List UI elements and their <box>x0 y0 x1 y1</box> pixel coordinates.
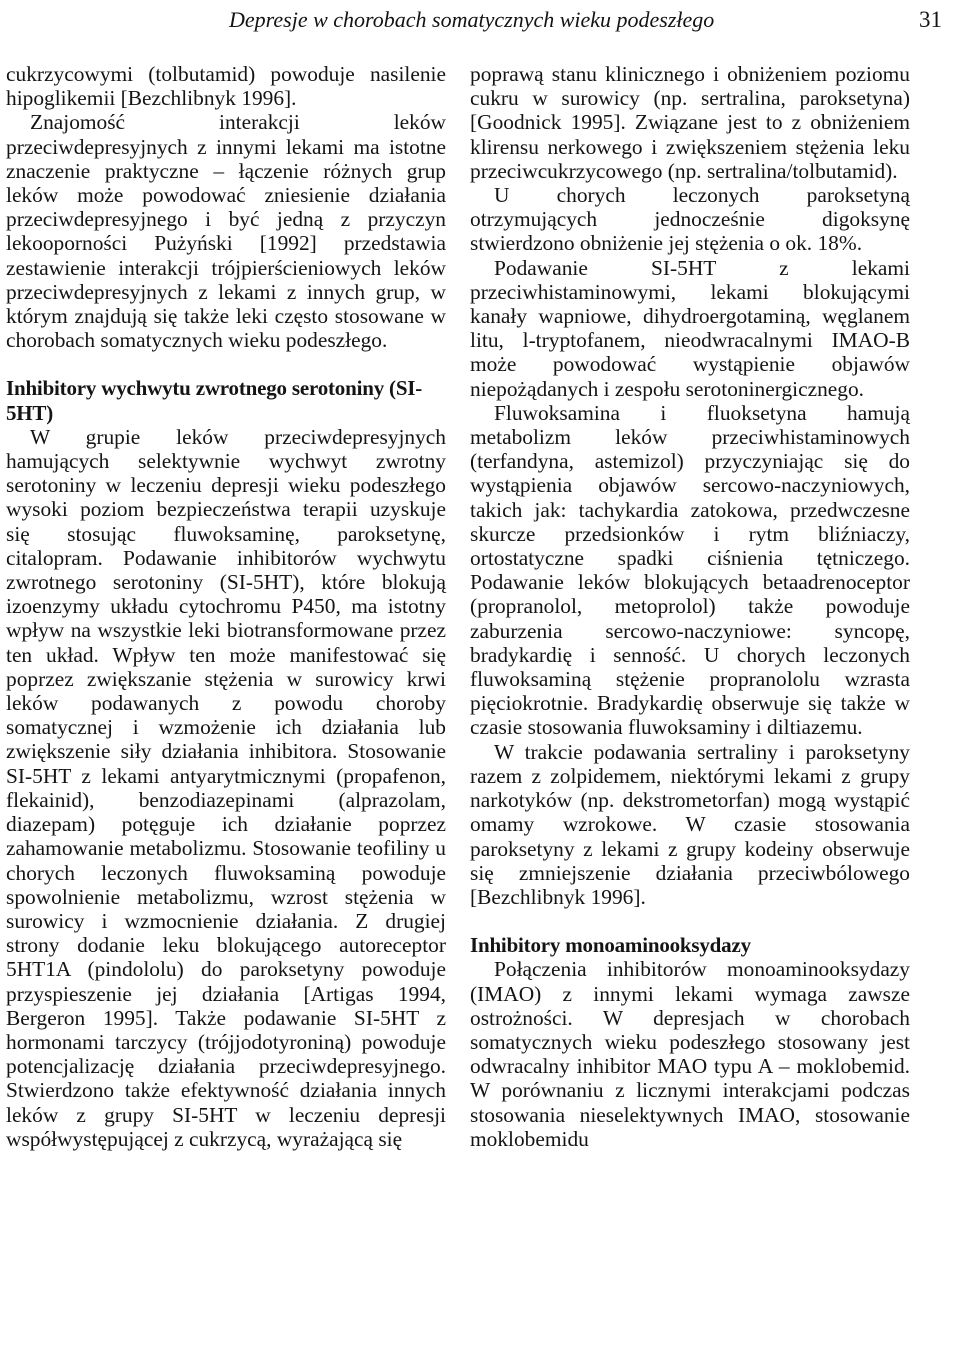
paragraph: W trakcie podawania sertraliny i paroksetyny razem z zolpidemem, niektórymi lekami z grupy narkotyków (np. dekstrometorfan) mogą wystąpić omamy wzrokowe. W czasie stosowania paroksetyny z lekami z grupy kodeiny obserwuje się zmniejszenie działania przeciwbólowego [Bezchlibnyk 1996]. <box>470 739 910 909</box>
paragraph: Fluwoksamina i fluoksetyna hamują metabolizm leków przeciwhistaminowych (terfandyna, astemizol) przyczyniając się do wystąpienia objawów sercowo-naczyniowych, takich jak: tachykardia zatokowa, przedwczesne skurcze przedsionków i rytm bliźniaczy, ortostatyczne spadki ciśnienia tętniczego. Podawanie leków blokujących betaadrenoceptor (propranolol, metoprolol) także powoduje zaburzenia sercowo-naczyniowe: syncopę, bradykardię i senność. U chorych leczonych fluwoksaminą stężenie propranololu wzrasta pięciokrotnie. Bradykardię obserwuje się także w czasie stosowania fluwoksaminy i diltiazemu. <box>470 400 910 740</box>
paragraph: cukrzycowymi (tolbutamid) powoduje nasilenie hipoglikemii [Bezchlibnyk 1996]. <box>6 62 446 111</box>
paragraph: Połączenia inhibitorów monoaminooksydazy (IMAO) z innymi lekami wymaga zawsze ostrożności. W depresjach w chorobach somatycznych wieku podeszłego stosowany jest odwracalny inhibitor MAO typu A – moklobemid. W porównaniu z licznymi interakcjami podczas stosowania nieselektywnych IMAO, stosowanie moklobemidu <box>470 957 910 1151</box>
paragraph: U chorych leczonych paroksetyną otrzymujących jednocześnie digoksynę stwierdzono obniżenie jej stężenia o ok. 18%. <box>470 183 910 256</box>
section-heading: Inhibitory wychwytu zwrotnego serotoniny (SI-5HT) <box>6 376 423 425</box>
running-title: Depresje w chorobach somatycznych wieku podeszłego <box>229 7 715 32</box>
page-number: 31 <box>919 7 942 32</box>
running-header <box>0 4 960 40</box>
paragraph: Znajomość interakcji leków przeciwdepresyjnych z innymi lekami ma istotne znaczenie praktyczne – łączenie różnych grup leków może powodować zniesienie działania przeciwdepresyjnego i być jedną z przyczyn lekooporności Pużyński [1992] przedstawia zestawienie interakcji trójpierścieniowych leków przeciwdepresyjnych z lekami z innych grup, w którym znajdują się także leki często stosowane w chorobach somatycznych wieku podeszłego. <box>6 110 446 353</box>
paragraph: poprawą stanu klinicznego i obniżeniem poziomu cukru w surowicy (np. sertralina, paroksetyna) [Goodnick 1995]. Związane jest to z obniżeniem klirensu nerkowego i zwiększeniem stężenia leku przeciwcukrzycowego (np. sertralina/tolbutamid). <box>470 62 910 183</box>
paragraph: W grupie leków przeciwdepresyjnych hamujących selektywnie wychwyt zwrotny serotoniny w leczeniu depresji wieku podeszłego wysoki poziom bezpieczeństwa terapii uzyskuje się stosując fluwoksaminę, paroksetynę, citalopram. Podawanie inhibitorów wychwytu zwrotnego serotoniny (SI-5HT), które blokują izoenzymy układu cytochromu P450, ma istotny wpływ na wszystkie leki biotransformowane przez ten układ. Wpływ ten może manifestować się poprzez zwiększanie stężenia w surowicy krwi leków podawanych z powodu choroby somatycznej i wzmożenie ich działania lub zwiększenie siły działania inhibitora. Stosowanie SI-5HT z lekami antyarytmicznymi (propafenon, flekainid), benzodiazepinami (alprazolam, diazepam) potęguje ich działanie poprzez zahamowanie metabolizmu. Stosowanie teofiliny u chorych leczonych fluwoksaminą powoduje spowolnienie metabolizmu, wzrost stężenia w surowicy i wzmocnienie działania. Z drugiej strony dodanie leku blokującego autoreceptor 5HT1A (pindololu) do paroksetyny powoduje przyspieszenie jej działania [Artigas 1994, Bergeron 1995]. Także podawanie SI-5HT z hormonami tarczycy (trójjodotyroniną) powoduje potencjalizację działania przeciwdepresyjnego. Stwierdzono także efektywność działania innych leków z grupy SI-5HT w leczeniu depresji współwystępującej z cukrzycą, wyrażającą się <box>6 424 446 1151</box>
left-column <box>6 62 446 1151</box>
section-heading: Inhibitory monoaminooksydazy <box>470 933 751 958</box>
section-spacer <box>470 909 910 933</box>
section-spacer <box>6 352 446 376</box>
right-column <box>470 62 910 1151</box>
paragraph: Podawanie SI-5HT z lekami przeciwhistaminowymi, lekami blokującymi kanały wapniowe, dihydroergotaminą, węglanem litu, l-tryptofanem, nieodwracalnymi IMAO-B może powodować wystąpienie objawów niepożądanych i zespołu serotoninergicznego. <box>470 255 910 401</box>
